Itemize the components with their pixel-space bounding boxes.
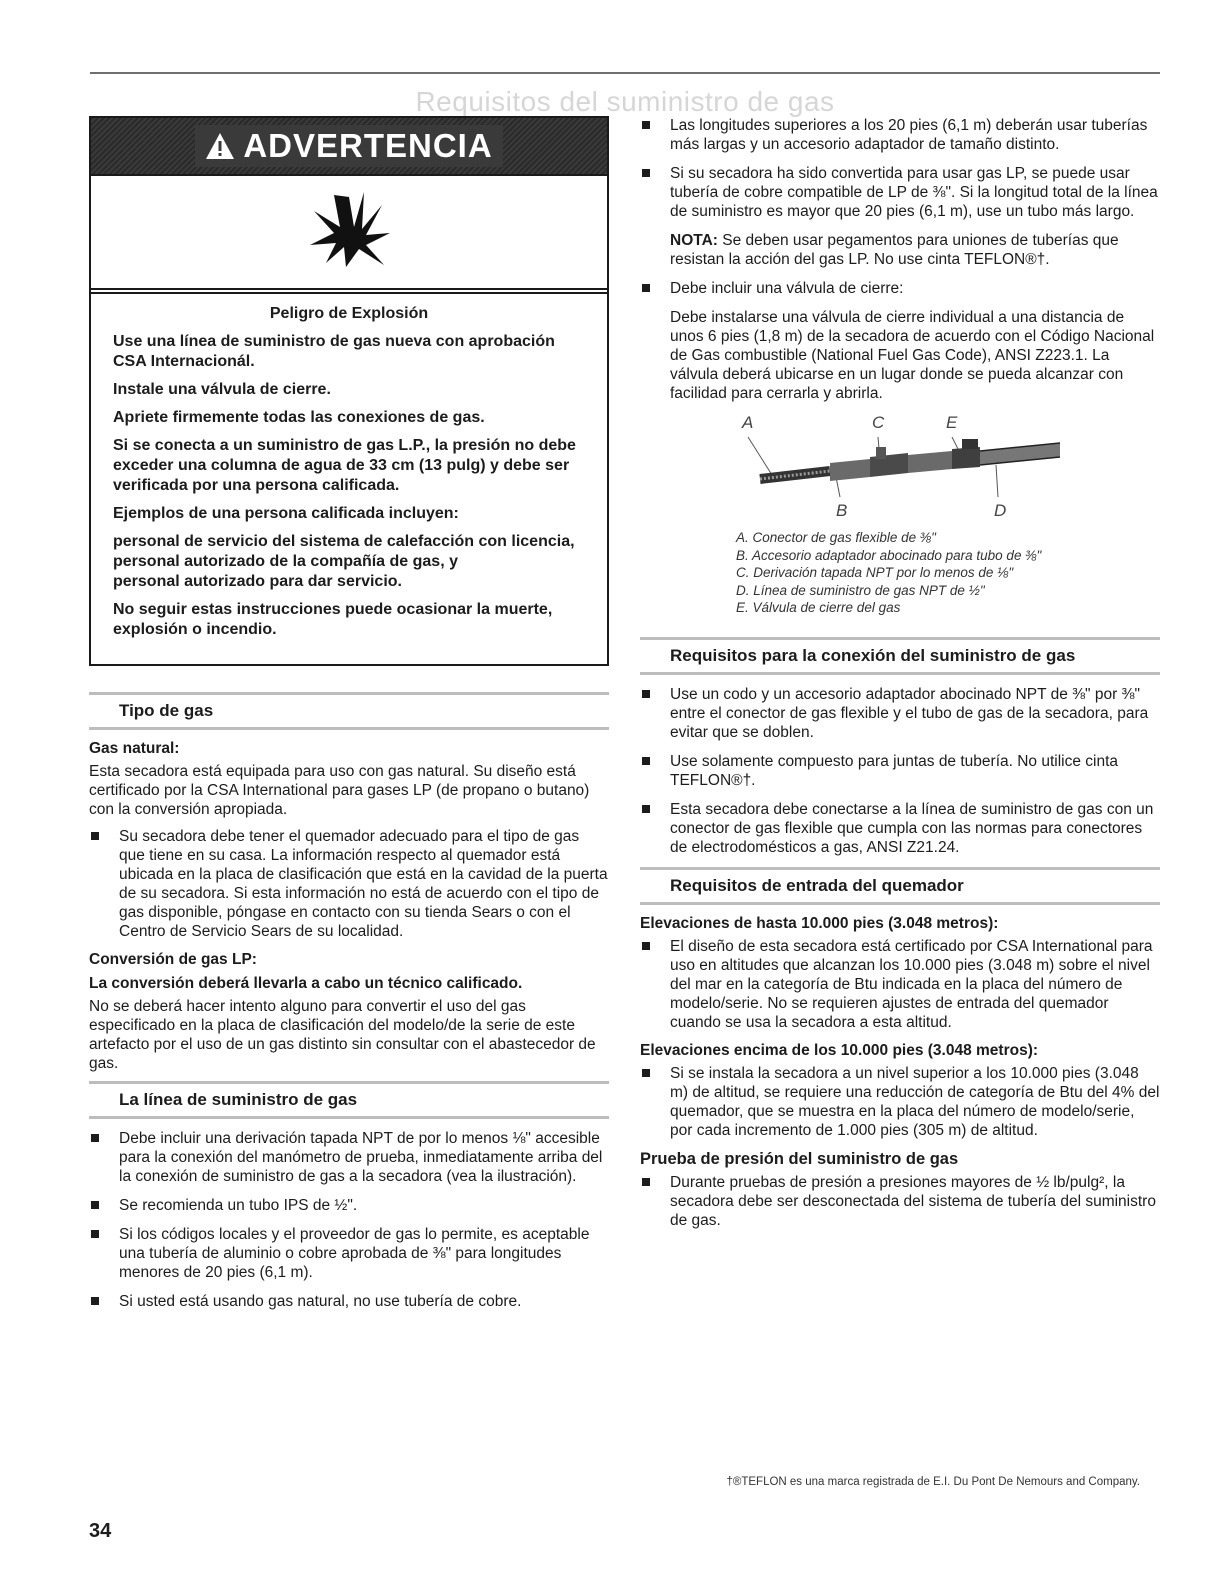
warning-line: personal de servicio del sistema de calefacción con licencia, [113,533,575,550]
list-item: Su secadora debe tener el quemador adecuado para el tipo de gas que tiene en su casa. La información respecto al quemador está ubicada en la placa de clasificación que está en la cavidad de la puerta de su secadora. Si esta información no está de acuerdo con el tipo de gas disponible, póngase en contacto con su tienda Sears o con el Centro de Servicio Sears de su localidad. [89,827,609,941]
diagram-label-e: E [946,413,958,432]
warning-line: personal autorizado para dar servicio. [113,573,402,590]
paragraph: No se deberá hacer intento alguno para convertir el uso del gas especificado en la placa de clasificación del modelo/de la serie de este artefacto por el uso de un gas distinto sin consultar con el abastecedor de gas. [89,998,596,1072]
pipe-illustration [640,413,1160,523]
bullet-list [640,116,1160,403]
warning-triangle-icon [205,132,235,160]
section-heading-tipo-gas: Tipo de gas [89,692,609,730]
warning-line: No seguir estas instrucciones puede ocasionar la muerte, explosión o incendio. [113,601,553,638]
warning-box [89,116,609,666]
list-item: El diseño de esta secadora está certificado por CSA International para uso en altitudes que alcanzan los 10.000 pies (3.048 m) sobre el nivel del mar en la categoría de Btu indicada en la placa del número de modelo/serie. No se requieren ajustes de entrada del quemador cuando se usa la secadora a esta altitud. [640,937,1160,1032]
diagram-label-b: B [836,501,848,520]
page-number: 34 [89,1520,112,1542]
diagram-label-c: C [872,413,885,432]
warning-subtitle: Peligro de Explosión [269,305,429,322]
warning-line: Apriete firmemente todas las conexiones de gas. [113,409,485,426]
list-item [640,164,1160,269]
list-item: Esta secadora debe conectarse a la línea de suministro de gas con un conector de gas flexible que cumpla con las normas para conectores de electrodomésticos a gas, ANSI Z21.24. [640,800,1160,857]
warning-line: Instale una válvula de cierre. [113,381,331,398]
subheading-conversion-lp: Conversión de gas LP: [89,951,257,968]
legend-item: C. Derivación tapada NPT por lo menos de ⅛" [736,565,1014,580]
note-text: Se deben usar pegamentos para uniones de tuberías que resistan la acción del gas LP. No use cinta TEFLON®†. [670,232,1119,268]
bullet-list [640,937,1160,1032]
list-item [640,279,1160,403]
right-column [640,116,1160,1240]
subheading-elevaciones-encima: Elevaciones encima de los 10.000 pies (3.048 metros): [640,1041,1039,1059]
bullet-list [89,1129,609,1311]
bullet-list [640,1173,1160,1230]
valve-paragraph: Debe instalarse una válvula de cierre individual a una distancia de unos 6 pies (1,8 m) de la secadora de acuerdo con el Código Nacional de Gas combustible (National Fuel Gas Code), ANSI Z223.1. La válvula deberá ubicarse en un lugar donde se pueda alcanzar con facilidad para cerrarla y abrirla. [670,309,1155,402]
bullet-list [89,827,609,941]
list-item: Si se instala la secadora a un nivel superior a los 10.000 pies (3.048 m) de altitud, se requiere una reducción de categoría de Btu del 4% del quemador, que se muestra en la placa del número de modelo/serie, por cada incremento de 1.000 pies (305 m) de altitud. [640,1064,1160,1140]
legend-item: E. Válvula de cierre del gas [736,600,901,615]
list-item: Durante pruebas de presión a presiones mayores de ½ lb/pulg², la secadora debe ser desconectada del sistema de tubería del suministro de gas. [640,1173,1160,1230]
warning-body [91,288,607,664]
gas-connection-diagram [640,413,1160,523]
top-rule [90,72,1160,74]
list-item: Si los códigos locales y el proveedor de gas lo permite, es aceptable una tubería de aluminio o cobre aprobada de ⅜" para longitudes menores de 20 pies (6,1 m). [89,1225,609,1282]
list-item-text: Debe incluir una válvula de cierre: [670,280,904,297]
section-heading-conexion: Requisitos para la conexión del suministro de gas [640,637,1160,675]
explosion-symbol-area [91,174,607,288]
warning-line: Use una línea de suministro de gas nueva con aprobación CSA Internacionál. [113,333,555,370]
subheading-gas-natural: Gas natural: [89,740,180,757]
bold-statement: La conversión deberá llevarla a cabo un técnico calificado. [89,975,523,992]
note [670,231,1160,269]
bullet-list [640,1064,1160,1140]
warning-header [91,118,607,174]
warning-line: Si se conecta a un suministro de gas L.P., la presión no debe exceder una columna de agua de 33 cm (13 pulg) y debe ser verificada por una persona calificada. [113,437,576,494]
warning-title: ADVERTENCIA [243,127,493,164]
legend-item: B. Accesorio adaptador abocinado para tubo de ⅜" [736,547,1042,563]
note-label: NOTA: [670,232,718,249]
diagram-label-d: D [994,501,1007,520]
section-heading-quemador: Requisitos de entrada del quemador [640,867,1160,905]
legend-item: A. Conector de gas flexible de ⅜" [736,530,936,545]
list-item-text: Si su secadora ha sido convertida para usar gas LP, se puede usar tubería de cobre compatible de LP de ⅜". Si la longitud total de la línea de suministro es mayor que 20 pies (6,1 m), use un tubo más largo. [670,165,1158,220]
list-item: Debe incluir una derivación tapada NPT de por lo menos ⅛" accesible para la conexión del manómetro de prueba, inmediatamente arriba del la conexión de suministro de gas a la secadora (vea la ilustración). [89,1129,609,1186]
page-title: Requisitos del suministro de gas [415,86,835,117]
section-heading-linea: La línea de suministro de gas [89,1081,609,1119]
bullet-list [640,685,1160,857]
subheading-elevaciones-hasta: Elevaciones de hasta 10.000 pies (3.048 metros): [640,914,999,932]
subheading-prueba-presion: Prueba de presión del suministro de gas [640,1149,959,1168]
list-item: Las longitudes superiores a los 20 pies (6,1 m) deberán usar tuberías más largas y un accesorio adaptador de tamaño distinto. [640,116,1160,154]
list-item: Si usted está usando gas natural, no use tubería de cobre. [89,1292,609,1311]
left-column [89,116,609,1321]
footnote: †®TEFLON es una marca registrada de E.I. Du Pont De Nemours and Company. [726,1476,1140,1488]
diagram-legend [640,529,1160,617]
list-item: Use solamente compuesto para juntas de tubería. No utilice cinta TEFLON®†. [640,752,1160,790]
explosion-icon [304,187,394,277]
list-item: Se recomienda un tubo IPS de ½". [89,1196,609,1215]
paragraph: Esta secadora está equipada para uso con gas natural. Su diseño está certificado por la CSA International para gases LP (de propano o butano) con la conversión apropiada. [89,763,590,818]
legend-item: D. Línea de suministro de gas NPT de ½" [736,582,985,598]
warning-line: personal autorizado de la compañía de gas, y [113,553,458,570]
warning-line: Ejemplos de una persona calificada incluyen: [113,505,459,522]
list-item: Use un codo y un accesorio adaptador abocinado NPT de ⅜" por ⅜" entre el conector de gas flexible y el tubo de gas de la secadora, para evitar que se doblen. [640,685,1160,742]
diagram-label-a: A [742,413,754,432]
